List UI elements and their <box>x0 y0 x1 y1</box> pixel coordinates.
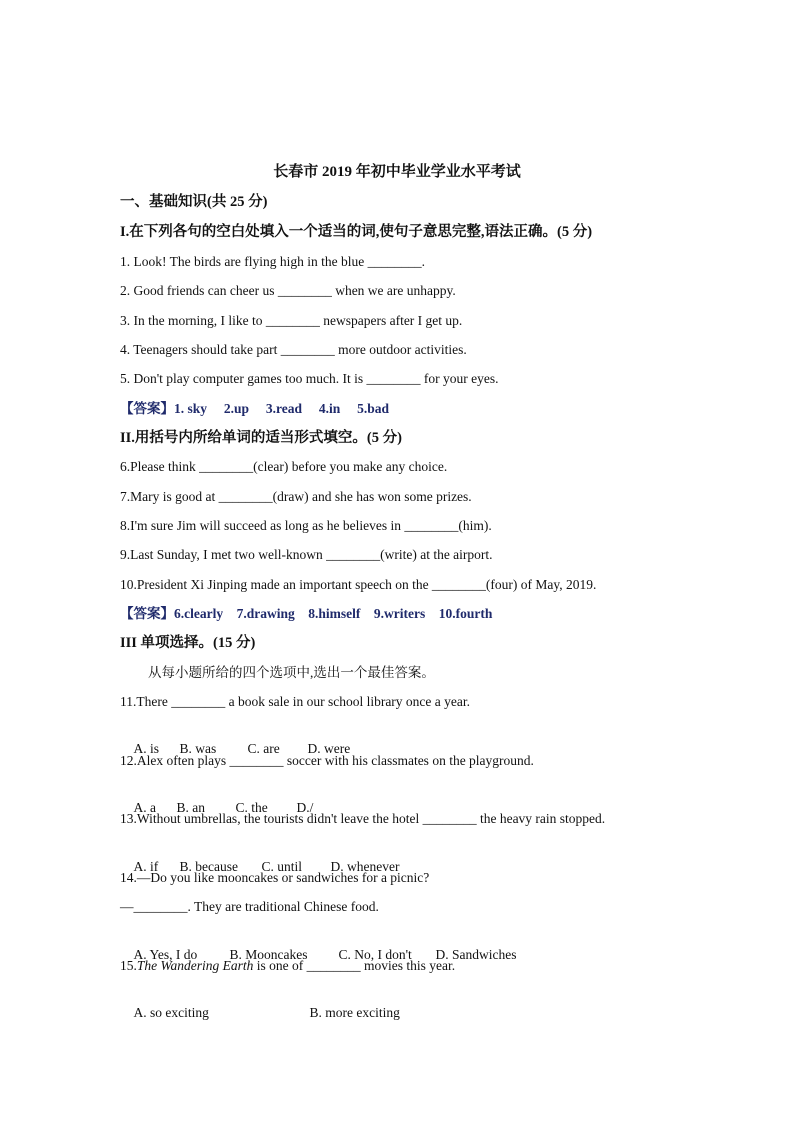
question-4: 4. Teenagers should take part ________ more outdoor activities. <box>120 342 467 357</box>
part-i-heading: I.在下列各句的空白处填入一个适当的词,使句子意思完整,语法正确。(5 分) <box>120 224 593 240</box>
option-c: C. the <box>235 800 268 815</box>
option-a: A. Yes, I do <box>133 947 198 962</box>
options-15 <box>120 986 400 1040</box>
question-14-line-2: —________. They are traditional Chinese food. <box>120 899 379 914</box>
option-c: C. No, I don't <box>338 947 412 962</box>
option-d: D. Sandwiches <box>435 947 517 962</box>
question-10: 10.President Xi Jinping made an important speech on the ________(four) of May, 2019. <box>120 577 597 592</box>
question-text: is one of ________ movies this year. <box>253 958 456 973</box>
question-5: 5. Don't play computer games too much. It is ________ for your eyes. <box>120 371 499 386</box>
option-a: A. is <box>133 741 160 756</box>
option-b: B. more exciting <box>309 1005 400 1020</box>
option-b: B. Mooncakes <box>229 947 308 962</box>
question-7: 7.Mary is good at ________(draw) and she has won some prizes. <box>120 489 472 504</box>
question-3: 3. In the morning, I like to ________ newspapers after I get up. <box>120 313 463 328</box>
part-ii-heading: II.用括号内所给单词的适当形式填空。(5 分) <box>120 430 402 446</box>
question-1: 1. Look! The birds are flying high in the blue ________. <box>120 254 425 269</box>
question-12: 12.Alex often plays ________ soccer with his classmates on the playground. <box>120 753 534 768</box>
question-11: 11.There ________ a book sale in our school library once a year. <box>120 694 471 709</box>
option-a: A. so exciting <box>133 1005 209 1020</box>
option-b: B. was <box>179 741 217 756</box>
question-14: 14.—Do you like mooncakes or sandwiches for a picnic? <box>120 870 430 885</box>
option-b: B. an <box>176 800 205 815</box>
section-heading: 一、基础知识(共 25 分) <box>120 194 268 210</box>
option-a: A. a <box>133 800 156 815</box>
question-13: 13.Without umbrellas, the tourists didn't leave the hotel ________ the heavy rain stopped. <box>120 811 606 826</box>
option-a: A. if <box>133 859 159 874</box>
option-d: D. were <box>307 741 351 756</box>
question-15 <box>120 957 455 975</box>
answer-part-i: 【答案】1. sky 2.up 3.read 4.in 5.bad <box>120 401 390 416</box>
movie-title: The Wandering Earth <box>136 958 254 973</box>
option-b: B. because <box>179 859 238 874</box>
answer-part-ii: 【答案】6.clearly 7.drawing 8.himself 9.writers 10.fourth <box>120 606 493 621</box>
question-9: 9.Last Sunday, I met two well-known ________(write) at the airport. <box>120 547 493 562</box>
question-2: 2. Good friends can cheer us ________ when we are unhappy. <box>120 283 456 298</box>
question-6: 6.Please think ________(clear) before you make any choice. <box>120 459 448 474</box>
option-c: C. are <box>247 741 280 756</box>
part-iii-instruction: 从每小题所给的四个选项中,选出一个最佳答案。 <box>148 665 435 680</box>
option-c: C. until <box>261 859 303 874</box>
question-8: 8.I'm sure Jim will succeed as long as he believes in ________(him). <box>120 518 492 533</box>
part-iii-heading: III 单项选择。(15 分) <box>120 635 256 651</box>
question-number: 15. <box>120 958 137 973</box>
option-d: D./ <box>296 800 314 815</box>
exam-title: 长春市 2019 年初中毕业学业水平考试 <box>273 164 521 180</box>
option-d: D. whenever <box>330 859 400 874</box>
